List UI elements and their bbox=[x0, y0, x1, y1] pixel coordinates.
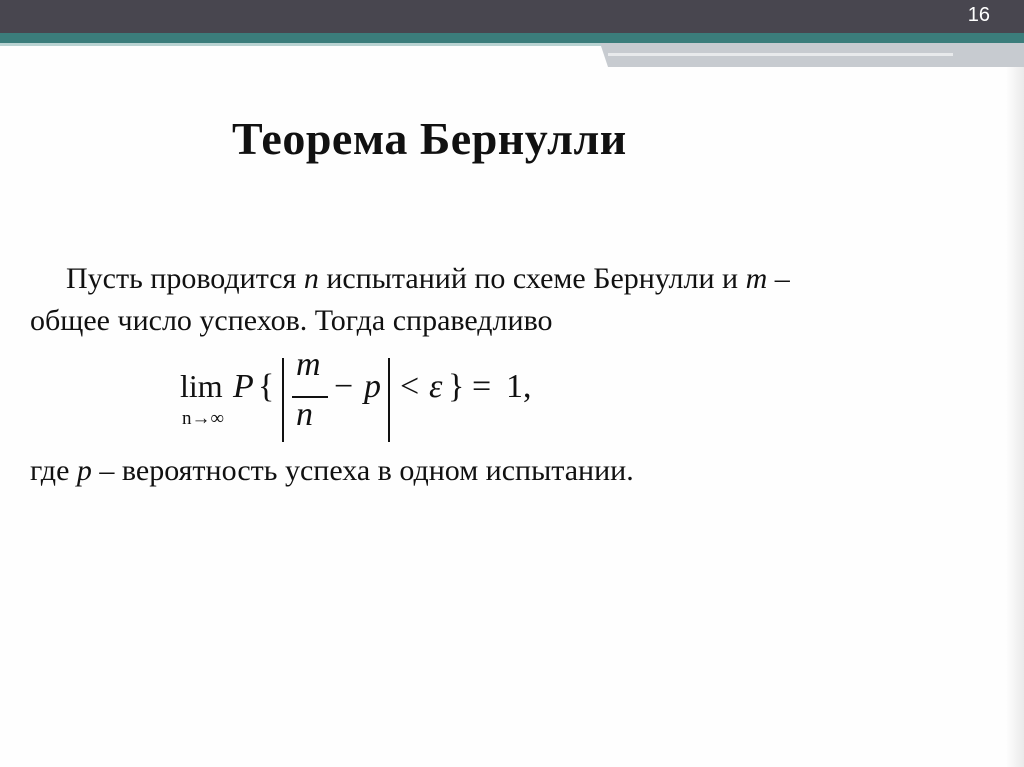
text-line-1-part-a: Пусть проводится bbox=[66, 262, 304, 295]
header-teal-light-stripe bbox=[0, 43, 608, 46]
formula-epsilon: ε bbox=[429, 368, 443, 405]
formula-abs-bar-right bbox=[388, 358, 390, 442]
header-teal-bar bbox=[0, 33, 1024, 43]
slide-title: Теорема Бернулли bbox=[232, 113, 627, 164]
var-n: n bbox=[303, 262, 319, 295]
text-line-3-part-b: – вероятность успеха в одном испытании. bbox=[91, 454, 634, 487]
bernoulli-formula bbox=[180, 346, 560, 448]
formula-lim: lim bbox=[180, 368, 223, 404]
formula-left-brace: { bbox=[258, 368, 275, 405]
formula-rhs: 1, bbox=[506, 368, 532, 405]
header-dark-bar bbox=[0, 0, 1024, 33]
formula-fraction-denominator: n bbox=[296, 396, 313, 433]
var-m: m bbox=[745, 262, 768, 295]
formula-less-than: < bbox=[400, 368, 420, 405]
text-line-3-part-a: где bbox=[30, 454, 77, 487]
formula-equals: = bbox=[472, 368, 492, 405]
formula-probability-P: P bbox=[233, 368, 254, 405]
header-grey-strip-highlight bbox=[608, 53, 953, 56]
var-p: p bbox=[76, 454, 92, 487]
formula-lim-subscript: n→∞ bbox=[182, 408, 225, 429]
text-line-1-part-c: – bbox=[767, 262, 790, 295]
formula-p: p bbox=[364, 368, 381, 405]
text-line-1-part-b: испытаний по схеме Бернулли и bbox=[318, 262, 746, 295]
formula-fraction-numerator: m bbox=[296, 346, 321, 383]
text-line-1 bbox=[66, 262, 790, 296]
formula-abs-bar-left bbox=[282, 358, 284, 442]
text-line-3 bbox=[30, 454, 634, 488]
header-notch bbox=[600, 43, 608, 67]
text-line-2: общее число успехов. Тогда справедливо bbox=[30, 304, 553, 337]
slide-page-number: 16 bbox=[967, 4, 990, 26]
slide-right-shadow bbox=[1006, 67, 1024, 767]
formula-minus: − bbox=[334, 368, 354, 405]
formula-right-brace: } bbox=[448, 368, 465, 405]
